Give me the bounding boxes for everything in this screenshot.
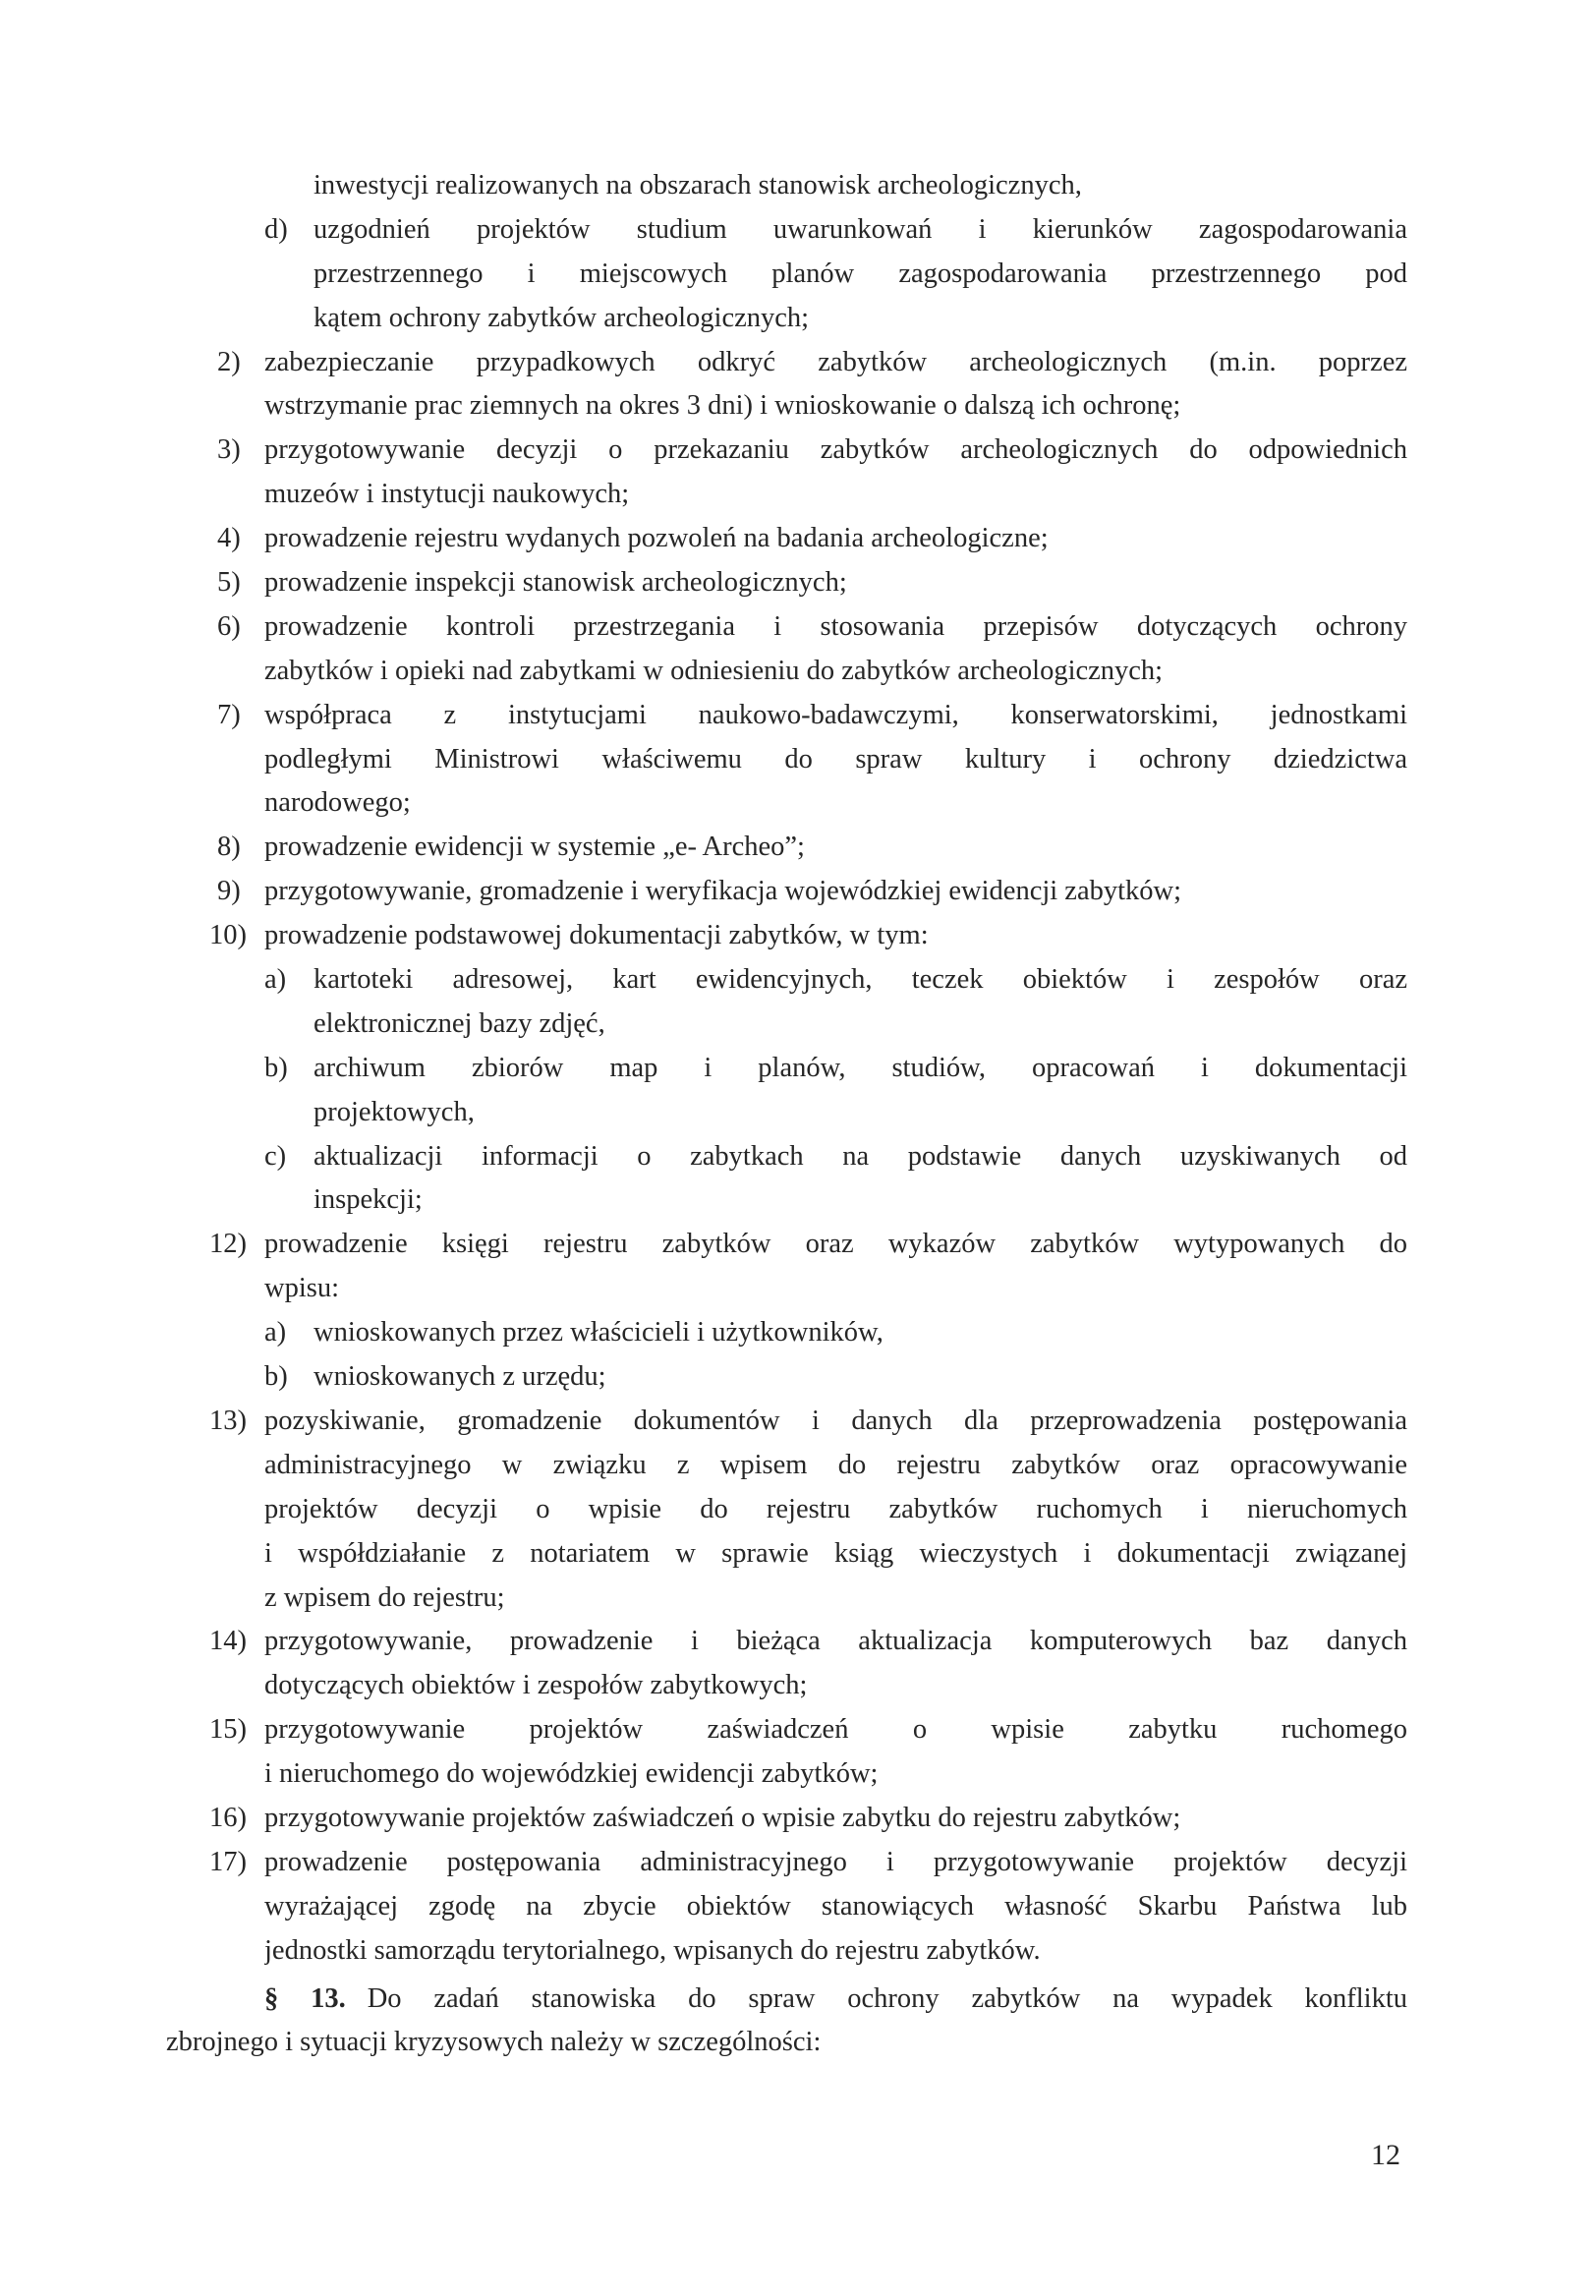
list-item-line: zabezpieczanie przypadkowych odkryć zabytków archeologicznych (m.in. poprzez [264,346,1407,377]
list-item-line: kartoteki adresowej, kart ewidencyjnych, teczek obiektów i zespołów oraz [314,964,1407,996]
section-13-line-2: zbrojnego i sytuacji kryzysowych należy w szczególności: [166,2027,822,2058]
list-item-text [264,870,1407,914]
list-item-line: przestrzennego i miejscowych planów zagospodarowania przestrzennego pod [314,258,1407,289]
list-item-line: zabytków i opieki nad zabytkami w odniesieniu do zabytków archeologicznych; [264,655,1164,686]
list-item [166,1223,1407,1311]
list-item-marker: 3) [217,434,241,466]
list-item [166,429,1407,517]
document-body [166,164,1407,2065]
lead-in-line [166,164,1407,208]
list-item-marker: 17) [209,1846,247,1877]
list-item [166,1620,1407,1708]
sub-list-item [166,208,1407,341]
list-item-text [314,1135,1407,1224]
list-item-text [264,341,1407,430]
list-item-marker: 15) [209,1714,247,1746]
list-item-line: inspekcji; [314,1184,423,1216]
section-13-first-line [166,1978,1407,2022]
section-mark: § 13. [264,1982,346,2014]
list-item-text [264,605,1407,694]
list-item-marker: c) [264,1140,287,1172]
list-item-line: archiwum zbiorów map i planów, studiów, opracowań i dokumentacji [314,1052,1407,1083]
list-item [166,914,1407,958]
list-item-line: wyrażającej zgodę na zbycie obiektów stanowiących własność Skarbu Państwa lub [264,1890,1407,1922]
list-item-line: prowadzenie inspekcji stanowisk archeologicznych; [264,567,847,599]
list-item-line: projektowych, [314,1096,475,1127]
list-item-line: wnioskowanych z urzędu; [314,1361,606,1393]
page-number: 12 [1371,2139,1400,2171]
list-item-marker: b) [264,1361,288,1393]
list-item-line: elektronicznej bazy zdjęć, [314,1007,605,1039]
list-item-line: wpisu: [264,1273,340,1304]
list-item [166,1797,1407,1841]
list-item [166,1708,1407,1797]
list-item [166,826,1407,870]
list-item-line: prowadzenie ewidencji w systemie „e- Archeo”; [264,832,805,863]
list-item-line: podległymi Ministrowi właściwemu do spraw kultury i ochrony dziedzictwa [264,743,1407,775]
list-item-line: administracyjnego w związku z wpisem do rejestru zabytków oraz opracowywanie [264,1449,1407,1480]
list-item-marker: b) [264,1052,288,1083]
list-item-line: wstrzymanie prac ziemnych na okres 3 dni) i wnioskowanie o dalszą ich ochronę; [264,390,1181,422]
list-item [166,1400,1407,1620]
list-item-line: współpraca z instytucjami naukowo-badawczymi, konserwatorskimi, jednostkami [264,699,1407,730]
sub-list-item [166,1311,1407,1355]
section-13-line-1: Do zadań stanowiska do spraw ochrony zabytków na wypadek konfliktu [367,1982,1407,2014]
list-item-text [264,1223,1407,1311]
list-item-line: prowadzenie postępowania administracyjnego i przygotowywanie projektów decyzji [264,1846,1407,1877]
list-item-text [264,694,1407,827]
list-item-line: przygotowywanie, gromadzenie i weryfikacja wojewódzkiej ewidencji zabytków; [264,876,1182,907]
list-item-text [264,561,1407,605]
list-item-text [264,1400,1407,1620]
list-item-line: jednostki samorządu terytorialnego, wpisanych do rejestru zabytków. [264,1934,1041,1966]
list-item-text [314,958,1407,1047]
list-item-marker: 9) [217,876,241,907]
task-list [166,208,1407,1974]
list-item-marker: 5) [217,567,241,599]
list-item [166,517,1407,561]
list-item-marker: 6) [217,610,241,642]
list-item-text [264,429,1407,517]
list-item-line: uzgodnień projektów studium uwarunkowań i kierunków zagospodarowania [314,213,1407,245]
list-item-marker: 12) [209,1229,247,1260]
sub-list-item [166,1047,1407,1135]
list-item-text [314,1047,1407,1135]
list-item-line: prowadzenie rejestru wydanych pozwoleń na badania archeologiczne; [264,523,1049,554]
list-item-text [264,1841,1407,1974]
list-item-text [264,1620,1407,1708]
list-item-marker: a) [264,1317,287,1349]
list-item [166,341,1407,430]
list-item-line: z wpisem do rejestru; [264,1581,505,1613]
list-item-line: prowadzenie księgi rejestru zabytków oraz wykazów zabytków wytypowanych do [264,1229,1407,1260]
list-item-line: i nieruchomego do wojewódzkiej ewidencji zabytków; [264,1758,879,1790]
list-item-text [314,1355,1407,1400]
list-item-line: kątem ochrony zabytków archeologicznych; [314,302,810,333]
list-item [166,605,1407,694]
list-item-text [264,517,1407,561]
sub-list-item [166,958,1407,1047]
sub-list-item [166,1135,1407,1224]
list-item-text [264,1797,1407,1841]
list-item-marker: a) [264,964,287,996]
list-item-marker: 4) [217,523,241,554]
list-item-marker: 8) [217,832,241,863]
list-item-line: przygotowywanie, prowadzenie i bieżąca aktualizacja komputerowych baz danych [264,1626,1407,1657]
list-item-marker: 14) [209,1626,247,1657]
sub-list-item [166,1355,1407,1400]
list-item-line: przygotowywanie projektów zaświadczeń o wpisie zabytku ruchomego [264,1714,1407,1746]
list-item-text [314,1311,1407,1355]
list-item-line: dotyczących obiektów i zespołów zabytkowych; [264,1670,808,1701]
list-item-line: przygotowywanie decyzji o przekazaniu zabytków archeologicznych do odpowiednich [264,434,1407,466]
list-item-line: aktualizacji informacji o zabytkach na podstawie danych uzyskiwanych od [314,1140,1407,1172]
list-item-marker: 13) [209,1405,247,1436]
list-item [166,870,1407,914]
list-item-marker: 10) [209,920,247,951]
section-13-paragraph [166,1978,1407,2066]
list-item-text [264,1708,1407,1797]
list-item-line: przygotowywanie projektów zaświadczeń o wpisie zabytku do rejestru zabytków; [264,1802,1181,1833]
list-item-line: muzeów i instytucji naukowych; [264,479,630,510]
list-item [166,561,1407,605]
list-item-line: projektów decyzji o wpisie do rejestru zabytków ruchomych i nieruchomych [264,1493,1407,1524]
lead-in-text: inwestycji realizowanych na obszarach stanowisk archeologicznych, [314,170,1082,201]
list-item-text [314,208,1407,341]
list-item-line: prowadzenie kontroli przestrzegania i stosowania przepisów dotyczących ochrony [264,610,1407,642]
list-item [166,1841,1407,1974]
list-item-line: i współdziałanie z notariatem w sprawie ksiąg wieczystych i dokumentacji związanej [264,1537,1407,1569]
list-item-text [264,826,1407,870]
list-item [166,694,1407,827]
list-item-line: wnioskowanych przez właścicieli i użytkowników, [314,1317,884,1349]
list-item-text [264,914,1407,958]
list-item-marker: d) [264,213,288,245]
list-item-marker: 16) [209,1802,247,1833]
list-item-line: pozyskiwanie, gromadzenie dokumentów i danych dla przeprowadzenia postępowania [264,1405,1407,1436]
list-item-line: prowadzenie podstawowej dokumentacji zabytków, w tym: [264,920,929,951]
list-item-line: narodowego; [264,787,411,819]
list-item-marker: 7) [217,699,241,730]
list-item-marker: 2) [217,346,241,377]
